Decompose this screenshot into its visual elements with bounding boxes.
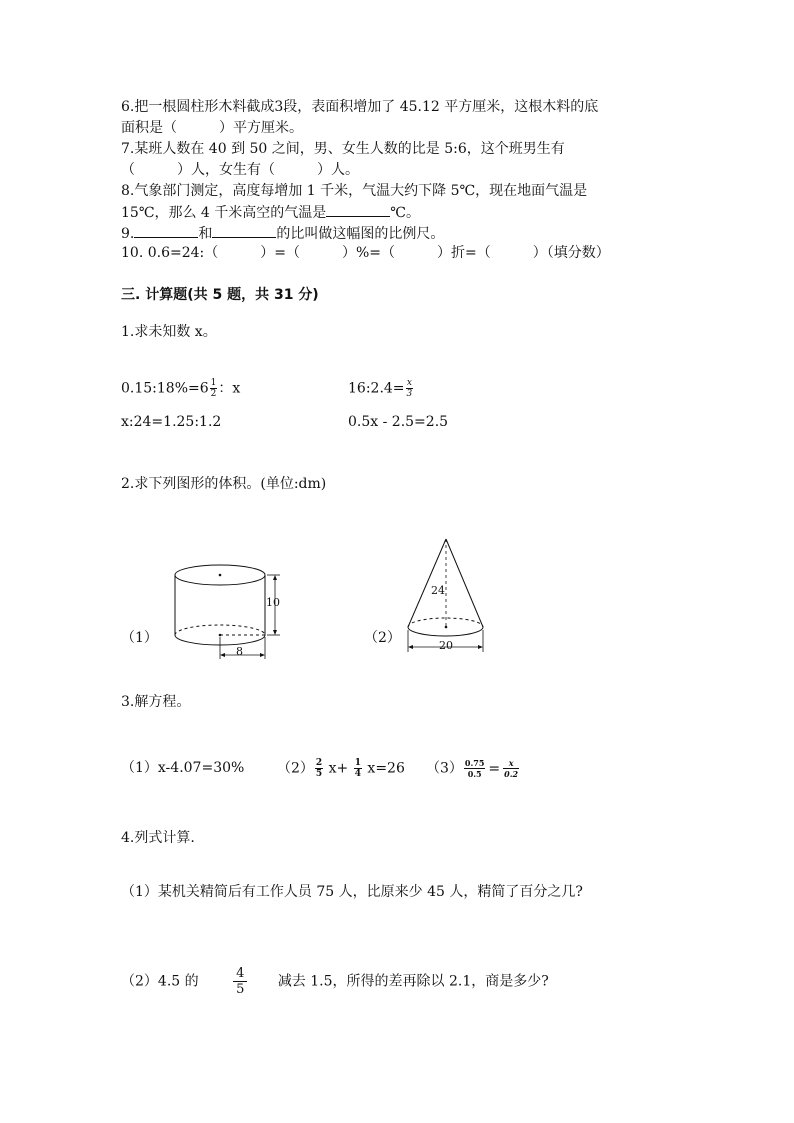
section-title: 三. 计算题(共 5 题，共 31 分): [121, 287, 319, 303]
q6-line1: 6.把一根圆柱形木料截成3段，表面积增加了 45.12 平方厘米，这根木料的底: [121, 99, 599, 115]
q1-eq2-frac-den: 3: [406, 389, 413, 399]
q3-title: 3.解方程。: [121, 694, 191, 710]
q3-eq2-label: （2）: [277, 760, 314, 777]
q1-eq1-suffix: ：x: [218, 380, 241, 397]
q9-line: [121, 223, 444, 244]
q3-eq3-f1-num: 0.75: [464, 758, 485, 768]
q3-eq2-f2-den: 4: [354, 769, 361, 779]
q8-line2: [121, 202, 420, 223]
q3-eq3-equals: =: [488, 760, 501, 777]
q8-line2-text: 15℃，那么 4 千米高空的气温是: [121, 205, 327, 221]
q3-eq3-fraction-2: [503, 758, 519, 779]
q1-eq2-prefix: 16:2.4=: [348, 380, 405, 397]
q1-eq1-frac-num: 1: [210, 378, 217, 388]
q3-eq3-label: （3）: [426, 760, 463, 777]
q3-eq2-end: x=26: [362, 760, 405, 777]
q1-eq2-frac-num: x: [406, 378, 412, 388]
q8-blank: [326, 202, 390, 217]
q3-eq2-f1-den: 5: [315, 769, 323, 779]
q9-text: 的比叫做这幅图的比例尺。: [276, 226, 445, 242]
q3-eq2-fraction-2: [354, 758, 362, 779]
q3-equation-2: [277, 758, 405, 779]
q4-title: 4.列式计算.: [121, 830, 195, 846]
q3-eq3-f2-num: x: [503, 758, 519, 769]
cylinder-height-label: 10: [266, 596, 280, 609]
q9-blank-1: [134, 223, 198, 238]
q9-number: 9.: [121, 226, 135, 242]
q6-line2: 面积是（ ）平方厘米。: [121, 120, 303, 136]
q4-p2-fraction: [233, 966, 247, 997]
q1-equation-2: [348, 378, 414, 399]
q3-eq2-mid: x+: [324, 760, 353, 777]
q4-p2-text-b: 减去 1.5，所得的差再除以 2.1，商是多少?: [277, 973, 549, 990]
q3-eq2-f1-num: 2: [315, 758, 323, 768]
figure-2-label: （2）: [364, 630, 401, 646]
q3-eq3-f2-den: 0.2: [504, 769, 519, 779]
cylinder-radius-label: 8: [236, 645, 243, 658]
cone-height-label: 24: [431, 584, 445, 597]
q3-eq2-f2-num: 1: [354, 758, 361, 768]
q8-line1: 8.气象部门测定，高度每增加 1 千米，气温大约下降 5℃，现在地面气温是: [121, 183, 588, 199]
q10-line: 10. 0.6=24:（ ）=（ ）%=（ ）折=（ ）（填分数）: [121, 245, 610, 261]
q1-equation-4: 0.5x - 2.5=2.5: [348, 414, 449, 430]
q1-eq1-frac-den: 2: [210, 389, 217, 399]
q7-line2: （ ）人，女生有（ ）人。: [121, 162, 359, 178]
q1-equation-3: x:24=1.25:1.2: [121, 414, 222, 430]
cylinder-figure: [165, 555, 295, 665]
q4-p2-frac-num: 4: [233, 966, 247, 982]
q4-p2-text-a: （2）4.5 的: [121, 973, 199, 990]
q1-eq1-fraction: [210, 378, 218, 399]
q2-title: 2.求下列图形的体积。(单位:dm): [121, 476, 327, 492]
q1-title: 1.求未知数 x。: [121, 324, 217, 340]
figure-1-label: （1）: [121, 630, 158, 646]
q9-blank-2: [212, 223, 276, 238]
q1-eq1-prefix: 0.15:18%=6: [121, 380, 209, 397]
q3-equation-3: [426, 758, 520, 779]
q3-eq3-f1-den: 0.5: [467, 769, 482, 779]
q3-equation-1: （1）x-4.07=30%: [121, 760, 245, 776]
q4-p2-frac-den: 5: [236, 982, 245, 997]
q3-eq2-fraction-1: [315, 758, 323, 779]
q3-eq3-fraction-1: [464, 758, 485, 779]
q1-eq2-fraction: [406, 378, 414, 399]
q7-line1: 7.某班人数在 40 到 50 之间，男、女生人数的比是 5:6，这个班男生有: [121, 141, 565, 157]
q4-problem-1: （1）某机关精简后有工作人员 75 人，比原来少 45 人，精简了百分之几?: [121, 884, 583, 900]
cone-diameter-label: 20: [439, 639, 453, 652]
q1-equation-1: [121, 378, 240, 399]
q8-unit: ℃。: [390, 205, 420, 221]
q9-and: 和: [198, 226, 213, 242]
q4-problem-2: [121, 966, 549, 1006]
